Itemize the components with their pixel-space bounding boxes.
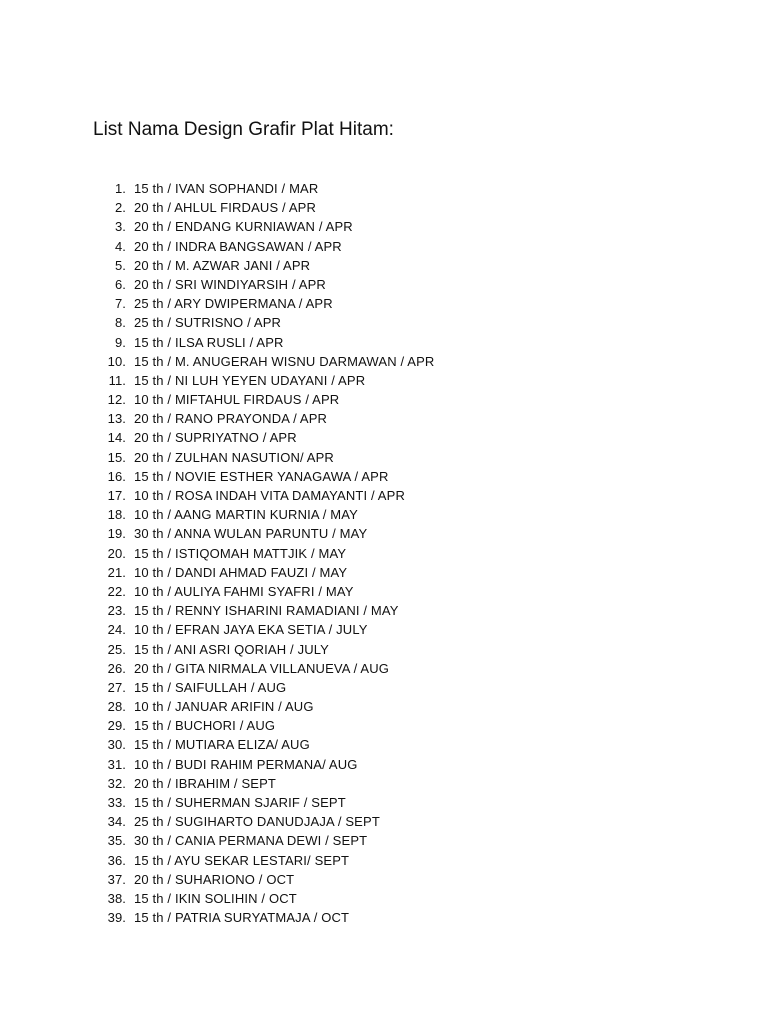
list-item-number: 25.: [107, 641, 126, 657]
list-item-number: 13.: [107, 411, 126, 427]
list-item-number: 19.: [107, 526, 126, 542]
list-item-text: 15 th / SAIFULLAH / AUG: [134, 679, 287, 695]
list-item-number: 30.: [107, 737, 126, 753]
list-item-number: 23.: [107, 603, 126, 619]
list-item-number: 38.: [107, 890, 126, 906]
list-item-text: 15 th / M. ANUGERAH WISNU DARMAWAN / APR: [134, 353, 435, 369]
list-item-text: 20 th / RANO PRAYONDA / APR: [134, 411, 328, 427]
list-item-number: 1.: [114, 181, 126, 196]
list-item-number: 36.: [107, 852, 126, 868]
list-item-number: 33.: [107, 795, 126, 810]
list-item-number: 26.: [107, 660, 126, 676]
list-item-number: 31.: [107, 756, 126, 772]
list-item-number: 5.: [114, 257, 126, 273]
list-item-text: 15 th / ISTIQOMAH MATTJIK / MAY: [134, 545, 347, 561]
list-item-text: 15 th / IKIN SOLIHIN / OCT: [134, 890, 297, 906]
list-item-text: 15 th / NI LUH YEYEN UDAYANI / APR: [134, 372, 366, 388]
list-item-number: 35.: [107, 833, 126, 849]
list-item-text: 20 th / ENDANG KURNIAWAN / APR: [134, 219, 353, 235]
list-item-text: 20 th / IBRAHIM / SEPT: [134, 775, 277, 791]
list-item-text: 15 th / RENNY ISHARINI RAMADIANI / MAY: [134, 603, 399, 619]
list-item-text: 10 th / ROSA INDAH VITA DAMAYANTI / APR: [134, 488, 405, 503]
list-item-text: 30 th / CANIA PERMANA DEWI / SEPT: [134, 833, 368, 849]
list-item-text: 10 th / DANDI AHMAD FAUZI / MAY: [134, 564, 348, 580]
list-item-text: 10 th / BUDI RAHIM PERMANA/ AUG: [134, 756, 358, 772]
list-item-number: 15.: [107, 449, 126, 465]
list-item-text: 15 th / MUTIARA ELIZA/ AUG: [134, 737, 310, 753]
list-item-text: 25 th / SUTRISNO / APR: [134, 315, 282, 331]
list-item-text: 20 th / GITA NIRMALA VILLANUEVA / AUG: [134, 660, 390, 676]
list-item-number: 8.: [114, 315, 126, 331]
list-item-number: 29.: [107, 718, 126, 734]
list-item-text: 30 th / ANNA WULAN PARUNTU / MAY: [134, 526, 368, 542]
list-item-number: 24.: [107, 622, 126, 638]
list-item-number: 9.: [114, 334, 126, 350]
list-item-number: 6.: [114, 276, 126, 292]
list-item-text: 15 th / PATRIA SURYATMAJA / OCT: [134, 910, 350, 926]
list-item-text: 15 th / SUHERMAN SJARIF / SEPT: [134, 795, 346, 810]
list-item-text: 20 th / SRI WINDIYARSIH / APR: [134, 276, 326, 292]
list-item-text: 15 th / NOVIE ESTHER YANAGAWA / APR: [134, 468, 389, 484]
list-item-number: 16.: [107, 468, 126, 484]
list-item-number: 3.: [114, 219, 126, 235]
list-item-text: 25 th / ARY DWIPERMANA / APR: [134, 296, 333, 312]
list-item-text: 20 th / ZULHAN NASUTION/ APR: [134, 449, 334, 465]
list-item-number: 4.: [114, 238, 126, 254]
list-item-text: 15 th / IVAN SOPHANDI / MAR: [134, 181, 319, 196]
list-item-number: 32.: [107, 775, 126, 791]
list-item-number: 17.: [107, 488, 126, 503]
list-item-number: 14.: [107, 430, 126, 446]
list-item-text: 10 th / JANUAR ARIFIN / AUG: [134, 699, 314, 715]
list-item-text: 10 th / MIFTAHUL FIRDAUS / APR: [134, 392, 340, 408]
list-item-number: 37.: [107, 871, 126, 887]
list-item-number: 28.: [107, 699, 126, 715]
list-item-number: 20.: [107, 545, 126, 561]
list-item-text: 25 th / SUGIHARTO DANUDJAJA / SEPT: [134, 814, 380, 830]
list-item-text: 20 th / M. AZWAR JANI / APR: [134, 257, 311, 273]
list-item-text: 15 th / ANI ASRI QORIAH / JULY: [134, 641, 329, 657]
list-item-number: 7.: [114, 296, 126, 312]
list-item-number: 12.: [107, 392, 126, 408]
list-item-number: 18.: [107, 507, 126, 523]
list-item-number: 2.: [114, 200, 126, 216]
list-item-text: 15 th / BUCHORI / AUG: [134, 718, 276, 734]
list-item-number: 39.: [107, 910, 126, 926]
list-item-text: 15 th / ILSA RUSLI / APR: [134, 334, 284, 350]
list-item-number: 34.: [107, 814, 126, 830]
page-title: List Nama Design Grafir Plat Hitam:: [93, 119, 394, 140]
list-item-number: 21.: [107, 564, 126, 580]
list-item-text: 10 th / AULIYA FAHMI SYAFRI / MAY: [134, 583, 354, 599]
list-item-text: 20 th / AHLUL FIRDAUS / APR: [134, 200, 317, 216]
list-item-number: 22.: [107, 583, 126, 599]
list-item-number: 10.: [107, 353, 126, 369]
list-item-text: 20 th / SUPRIYATNO / APR: [134, 430, 297, 446]
list-item-text: 15 th / AYU SEKAR LESTARI/ SEPT: [134, 852, 350, 868]
list-item-number: 11.: [108, 372, 126, 388]
list-item-text: 20 th / SUHARIONO / OCT: [134, 871, 295, 887]
list-item-text: 20 th / INDRA BANGSAWAN / APR: [134, 238, 342, 254]
list-item-text: 10 th / EFRAN JAYA EKA SETIA / JULY: [134, 622, 368, 638]
list-item-text: 10 th / AANG MARTIN KURNIA / MAY: [134, 507, 358, 523]
list-item-number: 27.: [107, 679, 126, 695]
